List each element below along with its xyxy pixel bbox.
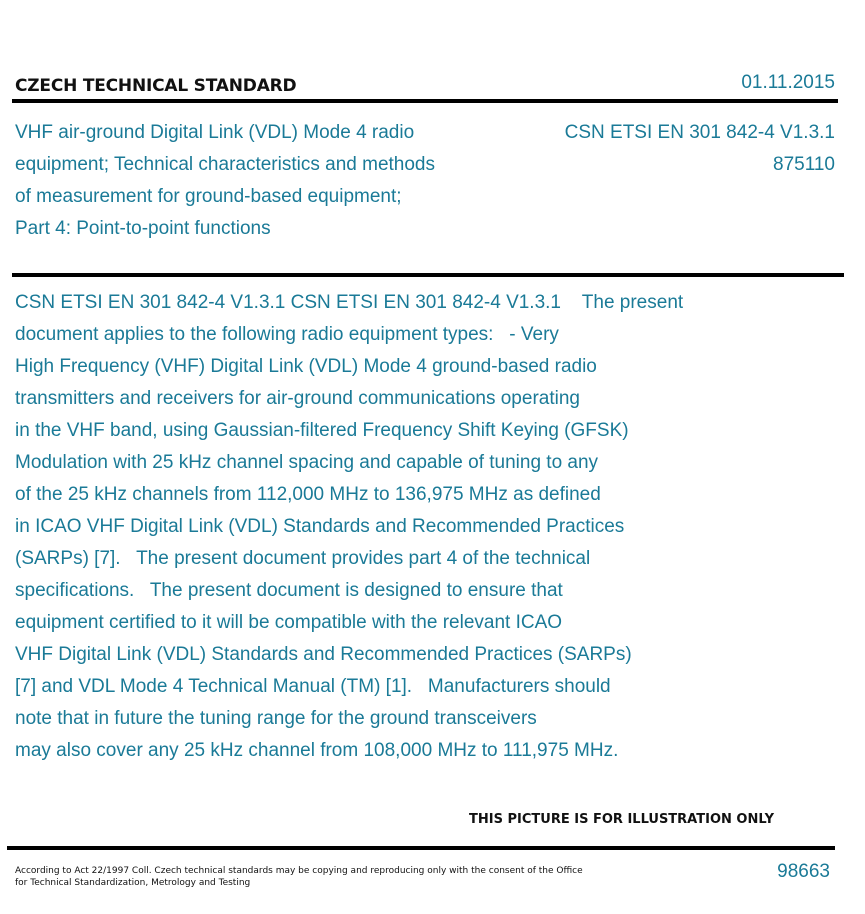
standard-title (15, 117, 505, 245)
abstract-line: High Frequency (VHF) Digital Link (VDL) Mode 4 ground-based radio (15, 356, 597, 377)
abstract-line: CSN ETSI EN 301 842-4 V1.3.1 CSN ETSI EN 301 842-4 V1.3.1 The present (15, 292, 684, 313)
document-type-label: CZECH TECHNICAL STANDARD (15, 76, 297, 96)
title-line: equipment; Technical characteristics and methods (15, 154, 435, 175)
legal-line: for Technical Standardization, Metrology and Testing (15, 878, 251, 888)
abstract-line: Modulation with 25 kHz channel spacing and capable of tuning to any (15, 452, 599, 473)
illustration-notice: THIS PICTURE IS FOR ILLUSTRATION ONLY (469, 812, 774, 827)
footer-divider (7, 846, 835, 850)
abstract-line: equipment certified to it will be compatible with the relevant ICAO (15, 612, 563, 633)
abstract-line: of the 25 kHz channels from 112,000 MHz to 136,975 MHz as defined (15, 484, 601, 505)
title-line: of measurement for ground-based equipment; (15, 186, 402, 207)
abstract-line: (SARPs) [7]. The present document provides part 4 of the technical (15, 548, 591, 569)
legal-notice (15, 865, 615, 889)
abstract-line: may also cover any 25 kHz channel from 108,000 MHz to 111,975 MHz. (15, 740, 619, 761)
classification-code: 875110 (773, 154, 835, 175)
title-line: Part 4: Point-to-point functions (15, 218, 271, 239)
abstract-line: in the VHF band, using Gaussian-filtered Frequency Shift Keying (GFSK) (15, 420, 629, 441)
abstract-line: in ICAO VHF Digital Link (VDL) Standards and Recommended Practices (15, 516, 625, 537)
publication-date: 01.11.2015 (741, 72, 835, 93)
abstract-line: transmitters and receivers for air-ground communications operating (15, 388, 580, 409)
abstract-line: specifications. The present document is designed to ensure that (15, 580, 563, 601)
header-divider (12, 99, 838, 103)
document-code: 98663 (777, 861, 830, 882)
legal-line: According to Act 22/1997 Coll. Czech technical standards may be copying and reproducing only with the consent of the Office (15, 866, 583, 876)
standard-identifiers (565, 117, 835, 181)
abstract-line: note that in future the tuning range for the ground transceivers (15, 708, 537, 729)
abstract-line: document applies to the following radio equipment types: - Very (15, 324, 559, 345)
standard-number: CSN ETSI EN 301 842-4 V1.3.1 (564, 122, 835, 143)
title-line: VHF air-ground Digital Link (VDL) Mode 4 radio (15, 122, 415, 143)
title-divider (12, 273, 844, 277)
abstract-text (15, 287, 835, 767)
abstract-line: VHF Digital Link (VDL) Standards and Recommended Practices (SARPs) (15, 644, 632, 665)
abstract-line: [7] and VDL Mode 4 Technical Manual (TM) [1]. Manufacturers should (15, 676, 611, 697)
